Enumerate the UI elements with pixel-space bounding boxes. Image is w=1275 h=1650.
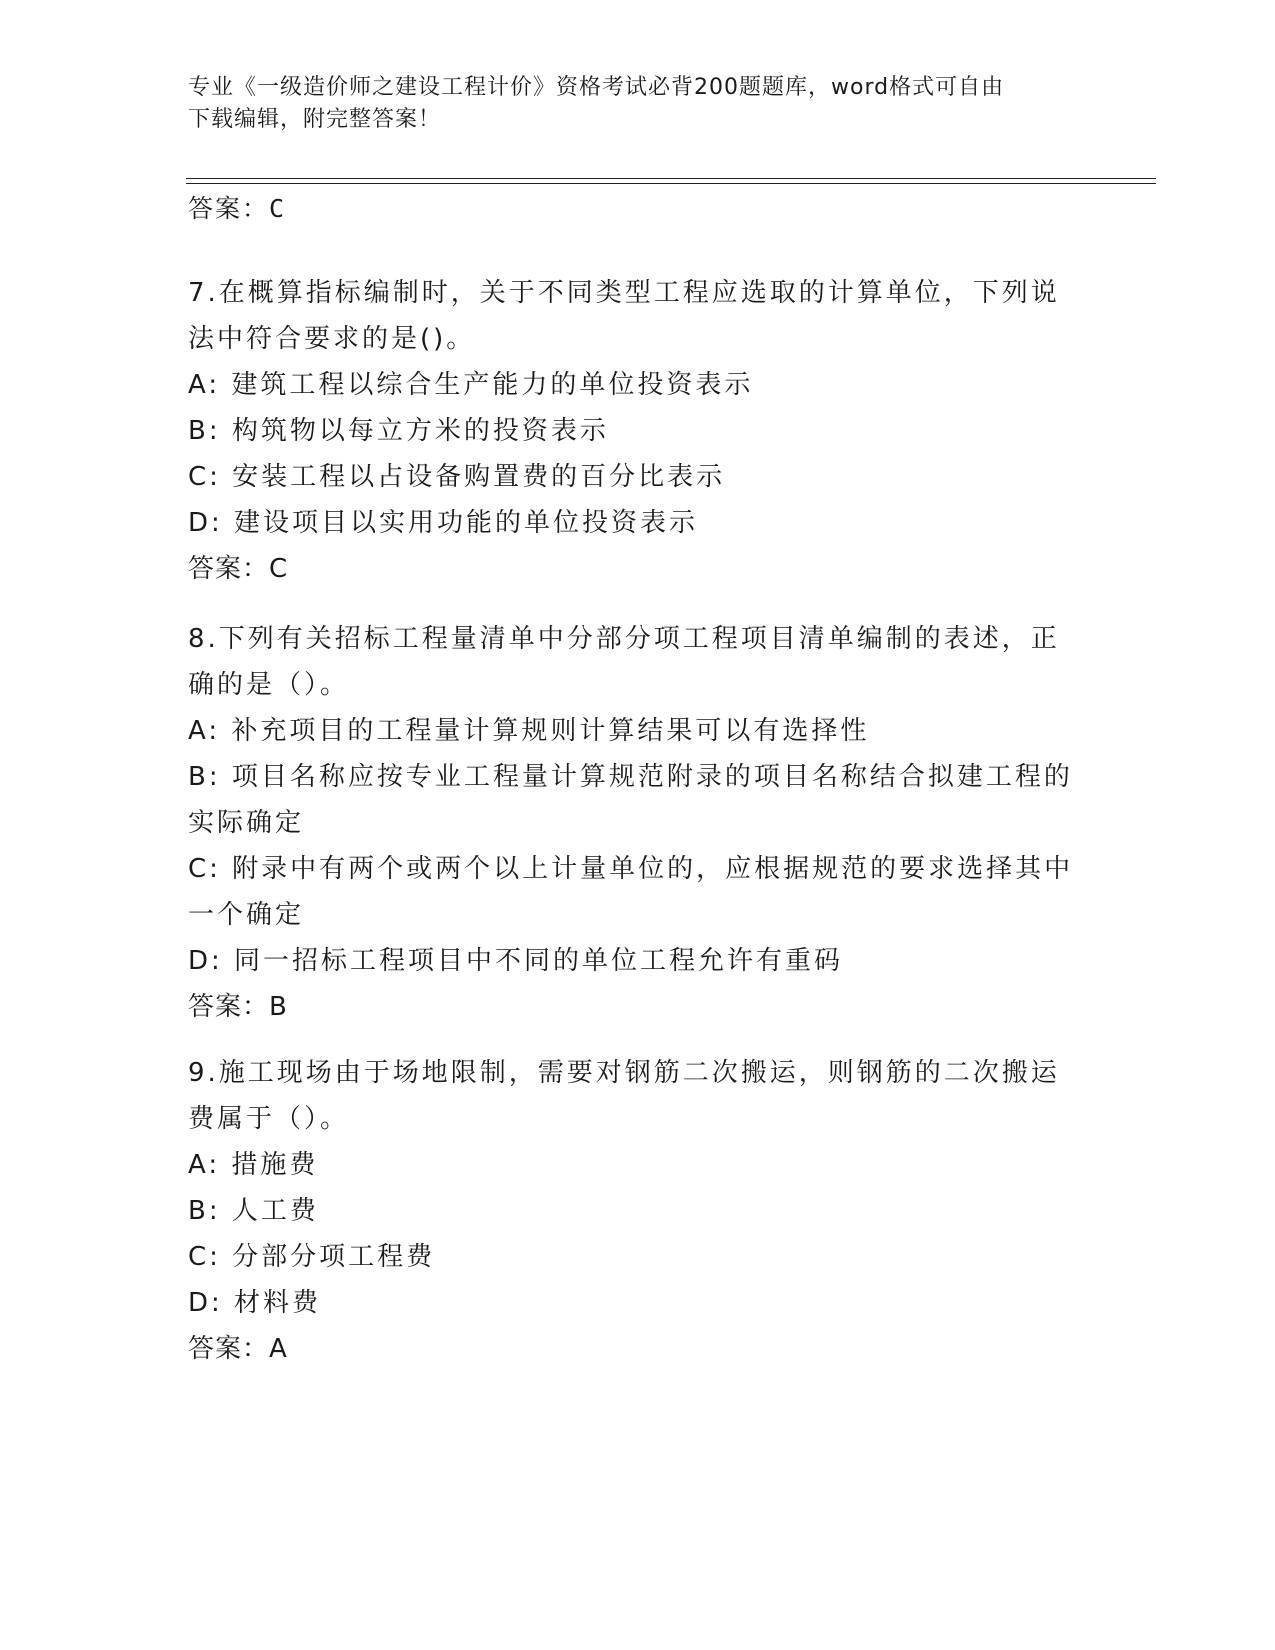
question-answer <box>188 984 1088 1030</box>
question-7 <box>188 270 1088 592</box>
question-8 <box>188 616 1088 1030</box>
option-c: C: 附录中有两个或两个以上计量单位的，应根据规范的要求选择其中 <box>188 854 1074 884</box>
answer-label: 答案： <box>188 1334 270 1364</box>
option-b: B: 构筑物以每立方米的投资表示 <box>188 416 609 446</box>
header-divider-bottom <box>186 183 1156 184</box>
question-stem-line: 费属于（）。 <box>188 1104 350 1134</box>
option-a: A: 补充项目的工程量计算规则计算结果可以有选择性 <box>188 716 870 746</box>
answer-value: B <box>269 992 288 1022</box>
question-stem-line: 8.下列有关招标工程量清单中分部分项工程项目清单编制的表述，正 <box>188 624 1060 654</box>
header-line-2: 下载编辑，附完整答案！ <box>188 107 442 132</box>
option-a: A: 建筑工程以综合生产能力的单位投资表示 <box>188 370 754 400</box>
answer-label: 答案： <box>188 194 270 223</box>
question-stem-line: 9.施工现场由于场地限制，需要对钢筋二次搬运，则钢筋的二次搬运 <box>188 1058 1060 1088</box>
question-stem-line: 7.在概算指标编制时，关于不同类型工程应选取的计算单位，下列说 <box>188 278 1060 308</box>
option-c: C: 安装工程以占设备购置费的百分比表示 <box>188 462 726 492</box>
question-stem-line: 确的是（）。 <box>188 670 350 700</box>
option-d: D: 材料费 <box>188 1288 322 1318</box>
option-b-continued: 实际确定 <box>188 808 305 838</box>
option-b: B: 人工费 <box>188 1196 319 1226</box>
header-divider-top <box>186 178 1156 179</box>
answer-label: 答案： <box>188 554 270 584</box>
option-a: A: 措施费 <box>188 1150 319 1180</box>
answer-value: A <box>269 1334 288 1364</box>
option-b: B: 项目名称应按专业工程量计算规范附录的项目名称结合拟建工程的 <box>188 762 1073 792</box>
question-answer <box>188 546 1088 592</box>
header-line-1: 专业《一级造价师之建设工程计价》资格考试必背200题题库，word格式可自由 <box>188 75 1005 100</box>
answer-label: 答案： <box>188 992 270 1022</box>
document-header <box>188 72 1088 136</box>
option-d: D: 同一招标工程项目中不同的单位工程允许有重码 <box>188 946 844 976</box>
question-answer <box>188 1326 1088 1372</box>
question-9 <box>188 1050 1088 1372</box>
option-c: C: 分部分项工程费 <box>188 1242 436 1272</box>
previous-answer <box>188 192 284 226</box>
option-c-continued: 一个确定 <box>188 900 305 930</box>
answer-value: C <box>269 554 289 584</box>
option-d: D: 建设项目以实用功能的单位投资表示 <box>188 508 699 538</box>
question-stem-line: 法中符合要求的是()。 <box>188 324 476 354</box>
answer-value: C <box>269 194 285 223</box>
